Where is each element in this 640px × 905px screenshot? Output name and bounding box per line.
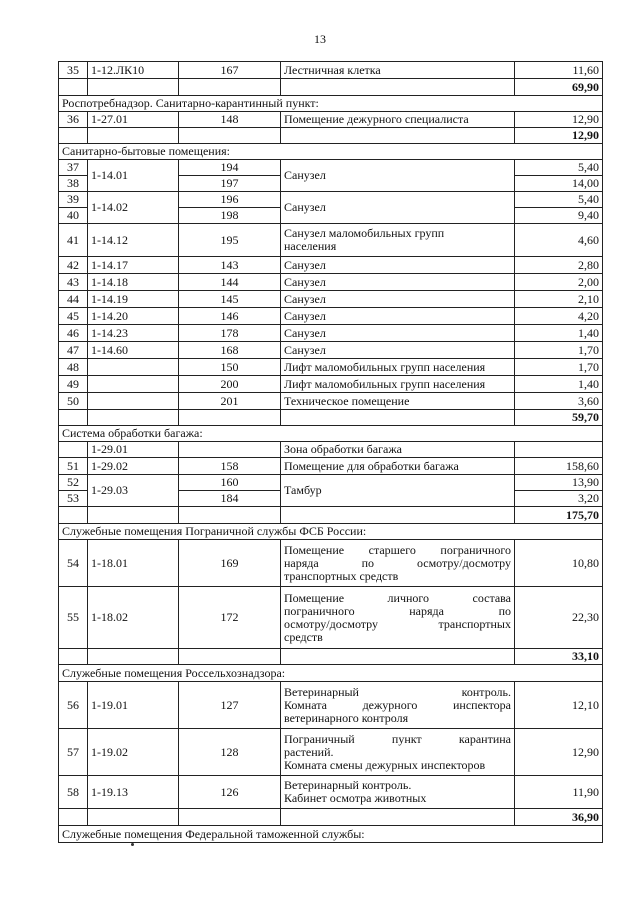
room-id: 126 <box>179 776 281 809</box>
row-number: 54 <box>59 540 88 587</box>
room-name <box>281 442 515 458</box>
row-number: 55 <box>59 587 88 649</box>
room-area: 14,00 <box>515 176 603 192</box>
row-number: 42 <box>59 257 88 274</box>
empty-cell <box>88 79 179 96</box>
empty-cell <box>59 809 88 826</box>
room-name-line: Помещение для обработки багажа <box>284 458 459 473</box>
subtotal-area: 175,70 <box>515 507 603 524</box>
table-row <box>59 587 603 649</box>
room-area: 2,10 <box>515 291 603 308</box>
room-id: 127 <box>179 682 281 729</box>
row-number: 43 <box>59 274 88 291</box>
room-name-line: Санузел маломобильных групп <box>284 226 445 240</box>
room-area: 12,10 <box>515 682 603 729</box>
empty-cell <box>281 507 515 524</box>
room-name-line: Техническое помещение <box>284 393 410 408</box>
row-number: 45 <box>59 308 88 325</box>
room-name <box>281 359 515 376</box>
room-name <box>281 257 515 274</box>
subtotal-row <box>59 79 603 96</box>
room-id: 200 <box>179 376 281 393</box>
row-number: 51 <box>59 458 88 475</box>
room-name <box>281 587 515 649</box>
empty-cell <box>179 128 281 144</box>
room-code: 1-19.02 <box>88 729 179 776</box>
room-area: 1,70 <box>515 342 603 359</box>
room-id: 167 <box>179 62 281 79</box>
row-number: 36 <box>59 112 88 128</box>
table-row <box>59 342 603 359</box>
table-row <box>59 62 603 79</box>
room-area: 11,90 <box>515 776 603 809</box>
room-name <box>281 274 515 291</box>
row-number: 46 <box>59 325 88 342</box>
room-area <box>515 442 603 458</box>
room-id: 169 <box>179 540 281 587</box>
room-name-line: Ветеринарный контроль. <box>284 684 511 699</box>
room-name-line: Санузел <box>284 308 326 323</box>
table-row <box>59 393 603 410</box>
room-code: 1-18.02 <box>88 587 179 649</box>
room-area: 1,40 <box>515 376 603 393</box>
room-area: 4,60 <box>515 224 603 257</box>
room-code: 1-14.01 <box>88 160 179 192</box>
empty-cell <box>281 649 515 665</box>
empty-cell <box>88 128 179 144</box>
row-number: 49 <box>59 376 88 393</box>
subtotal-row <box>59 507 603 524</box>
room-id <box>179 442 281 458</box>
room-id: 150 <box>179 359 281 376</box>
empty-cell <box>88 507 179 524</box>
room-code: 1-14.20 <box>88 308 179 325</box>
empty-cell <box>59 79 88 96</box>
empty-cell <box>179 79 281 96</box>
empty-cell <box>179 410 281 426</box>
room-name <box>281 291 515 308</box>
room-id: 148 <box>179 112 281 128</box>
subtotal-area: 12,90 <box>515 128 603 144</box>
room-name <box>281 458 515 475</box>
room-name-line: Помещение старшего пограничного <box>284 542 511 557</box>
empty-cell <box>281 79 515 96</box>
room-id: 195 <box>179 224 281 257</box>
room-id: 160 <box>179 475 281 491</box>
section-header-row <box>59 96 603 112</box>
row-number: 52 <box>59 475 88 491</box>
section-header-row <box>59 144 603 160</box>
room-name-line: Лифт маломобильных групп населения <box>284 359 486 374</box>
section-header-row <box>59 665 603 682</box>
room-area: 2,00 <box>515 274 603 291</box>
table-row <box>59 729 603 776</box>
table-row <box>59 776 603 809</box>
row-number: 44 <box>59 291 88 308</box>
table-row <box>59 475 603 491</box>
room-name <box>281 342 515 359</box>
table-row <box>59 192 603 208</box>
row-number <box>59 442 88 458</box>
table-row <box>59 359 603 376</box>
room-name-line: Комната смены дежурных инспекторов <box>284 757 486 772</box>
room-name-line: ветеринарного контроля <box>284 710 409 725</box>
room-name-line: Санузел <box>284 325 326 340</box>
table-row <box>59 682 603 729</box>
room-name-line: наряда по осмотру/досмотру <box>284 555 511 570</box>
table-row <box>59 325 603 342</box>
room-name-line: осмотру/досмотру транспортных <box>284 616 511 631</box>
room-area: 1,70 <box>515 359 603 376</box>
room-name-line: растений. <box>284 744 334 759</box>
row-number: 53 <box>59 491 88 507</box>
room-code: 1-14.19 <box>88 291 179 308</box>
room-area: 2,80 <box>515 257 603 274</box>
row-number: 48 <box>59 359 88 376</box>
empty-cell <box>59 507 88 524</box>
subtotal-row <box>59 809 603 826</box>
room-name-line: Комната дежурного инспектора <box>284 697 511 712</box>
page-number: 13 <box>314 32 326 46</box>
table-row <box>59 224 603 257</box>
room-area: 5,40 <box>515 192 603 208</box>
room-id: 146 <box>179 308 281 325</box>
room-name-line: населения <box>284 239 337 253</box>
room-name <box>281 376 515 393</box>
table-row <box>59 540 603 587</box>
row-number: 37 <box>59 160 88 176</box>
subtotal-area: 36,90 <box>515 809 603 826</box>
room-id: 178 <box>179 325 281 342</box>
table-row <box>59 112 603 128</box>
empty-cell <box>88 410 179 426</box>
row-number: 41 <box>59 224 88 257</box>
empty-cell <box>179 507 281 524</box>
section-title: Служебные помещения Федеральной таможенной службы: <box>59 826 603 843</box>
room-code: 1-29.01 <box>88 442 179 458</box>
room-name-line: Пограничный пункт карантина <box>284 731 511 746</box>
table-row <box>59 376 603 393</box>
section-title: Служебные помещения Россельхознадзора: <box>59 665 603 682</box>
empty-cell <box>59 410 88 426</box>
room-name-line: транспортных средств <box>284 568 399 583</box>
room-code: 1-19.13 <box>88 776 179 809</box>
room-id: 143 <box>179 257 281 274</box>
room-id: 196 <box>179 192 281 208</box>
room-id: 128 <box>179 729 281 776</box>
section-title: Служебные помещения Пограничной службы ФСБ России: <box>59 524 603 540</box>
empty-cell <box>88 649 179 665</box>
section-header-row <box>59 826 603 843</box>
empty-cell <box>281 128 515 144</box>
room-area: 158,60 <box>515 458 603 475</box>
room-name-line: Санузел <box>284 274 326 289</box>
room-name <box>281 325 515 342</box>
room-name-line: Помещение личного состава <box>284 590 511 605</box>
section-title: Санитарно-бытовые помещения: <box>59 144 603 160</box>
room-area: 3,60 <box>515 393 603 410</box>
room-name <box>281 540 515 587</box>
room-code <box>88 393 179 410</box>
room-area: 10,80 <box>515 540 603 587</box>
room-name: Санузел <box>281 192 515 224</box>
room-name-line: Кабинет осмотра животных <box>284 791 427 805</box>
room-name <box>281 776 515 809</box>
empty-cell <box>281 809 515 826</box>
row-number: 47 <box>59 342 88 359</box>
room-code: 1-29.03 <box>88 475 179 507</box>
row-number: 35 <box>59 62 88 79</box>
room-id: 184 <box>179 491 281 507</box>
room-name <box>281 224 515 257</box>
room-name-line: Зона обработки багажа <box>284 442 402 456</box>
room-name-line: Санузел <box>284 291 326 306</box>
room-name: Санузел <box>281 160 515 192</box>
empty-cell <box>59 649 88 665</box>
room-id: 145 <box>179 291 281 308</box>
row-number: 58 <box>59 776 88 809</box>
room-code: 1-19.01 <box>88 682 179 729</box>
row-number: 57 <box>59 729 88 776</box>
room-code: 1-14.60 <box>88 342 179 359</box>
room-code: 1-14.23 <box>88 325 179 342</box>
room-code <box>88 359 179 376</box>
room-id: 194 <box>179 160 281 176</box>
room-name-line: Лифт маломобильных групп населения <box>284 376 486 391</box>
room-code: 1-14.17 <box>88 257 179 274</box>
room-name <box>281 112 515 128</box>
room-id: 168 <box>179 342 281 359</box>
table-row <box>59 308 603 325</box>
row-number: 40 <box>59 208 88 224</box>
room-code: 1-14.18 <box>88 274 179 291</box>
room-name-line: Санузел <box>284 342 326 357</box>
room-name <box>281 308 515 325</box>
empty-cell <box>59 128 88 144</box>
table-row <box>59 257 603 274</box>
section-title: Роспотребнадзор. Санитарно-карантинный пункт: <box>59 96 603 112</box>
room-id: 198 <box>179 208 281 224</box>
room-code: 1-29.02 <box>88 458 179 475</box>
empty-cell <box>281 410 515 426</box>
room-name <box>281 393 515 410</box>
empty-cell <box>179 809 281 826</box>
room-code: 1-12.ЛК10 <box>88 62 179 79</box>
room-area: 12,90 <box>515 729 603 776</box>
subtotal-row <box>59 128 603 144</box>
table-row <box>59 458 603 475</box>
subtotal-row <box>59 649 603 665</box>
room-code <box>88 376 179 393</box>
room-area: 9,40 <box>515 208 603 224</box>
room-area: 22,30 <box>515 587 603 649</box>
room-code: 1-27.01 <box>88 112 179 128</box>
row-number: 56 <box>59 682 88 729</box>
premises-table <box>58 61 603 843</box>
room-area: 11,60 <box>515 62 603 79</box>
room-area: 4,20 <box>515 308 603 325</box>
room-name <box>281 62 515 79</box>
stray-mark <box>131 843 134 846</box>
room-code: 1-18.01 <box>88 540 179 587</box>
section-header-row <box>59 524 603 540</box>
room-area: 5,40 <box>515 160 603 176</box>
room-name-line: Помещение дежурного специалиста <box>284 112 469 126</box>
table-row <box>59 291 603 308</box>
row-number: 39 <box>59 192 88 208</box>
room-name <box>281 729 515 776</box>
section-header-row <box>59 426 603 442</box>
row-number: 38 <box>59 176 88 192</box>
row-number: 50 <box>59 393 88 410</box>
subtotal-row <box>59 410 603 426</box>
section-title: Система обработки багажа: <box>59 426 603 442</box>
subtotal-area: 33,10 <box>515 649 603 665</box>
room-area: 1,40 <box>515 325 603 342</box>
room-code: 1-14.12 <box>88 224 179 257</box>
room-id: 144 <box>179 274 281 291</box>
subtotal-area: 59,70 <box>515 410 603 426</box>
room-area: 13,90 <box>515 475 603 491</box>
room-name-line: Ветеринарный контроль. <box>284 778 412 792</box>
room-id: 172 <box>179 587 281 649</box>
subtotal-area: 69,90 <box>515 79 603 96</box>
room-name <box>281 682 515 729</box>
room-code: 1-14.02 <box>88 192 179 224</box>
table-row <box>59 274 603 291</box>
table-row <box>59 160 603 176</box>
table-row <box>59 442 603 458</box>
room-id: 158 <box>179 458 281 475</box>
room-area: 12,90 <box>515 112 603 128</box>
room-area: 3,20 <box>515 491 603 507</box>
room-id: 197 <box>179 176 281 192</box>
room-name-line: Санузел <box>284 257 326 272</box>
empty-cell <box>179 649 281 665</box>
empty-cell <box>88 809 179 826</box>
room-name: Тамбур <box>281 475 515 507</box>
room-id: 201 <box>179 393 281 410</box>
room-name-line: Лестничная клетка <box>284 62 381 77</box>
room-name-line: пограничного наряда по <box>284 603 511 618</box>
room-name-line: средств <box>284 629 323 644</box>
